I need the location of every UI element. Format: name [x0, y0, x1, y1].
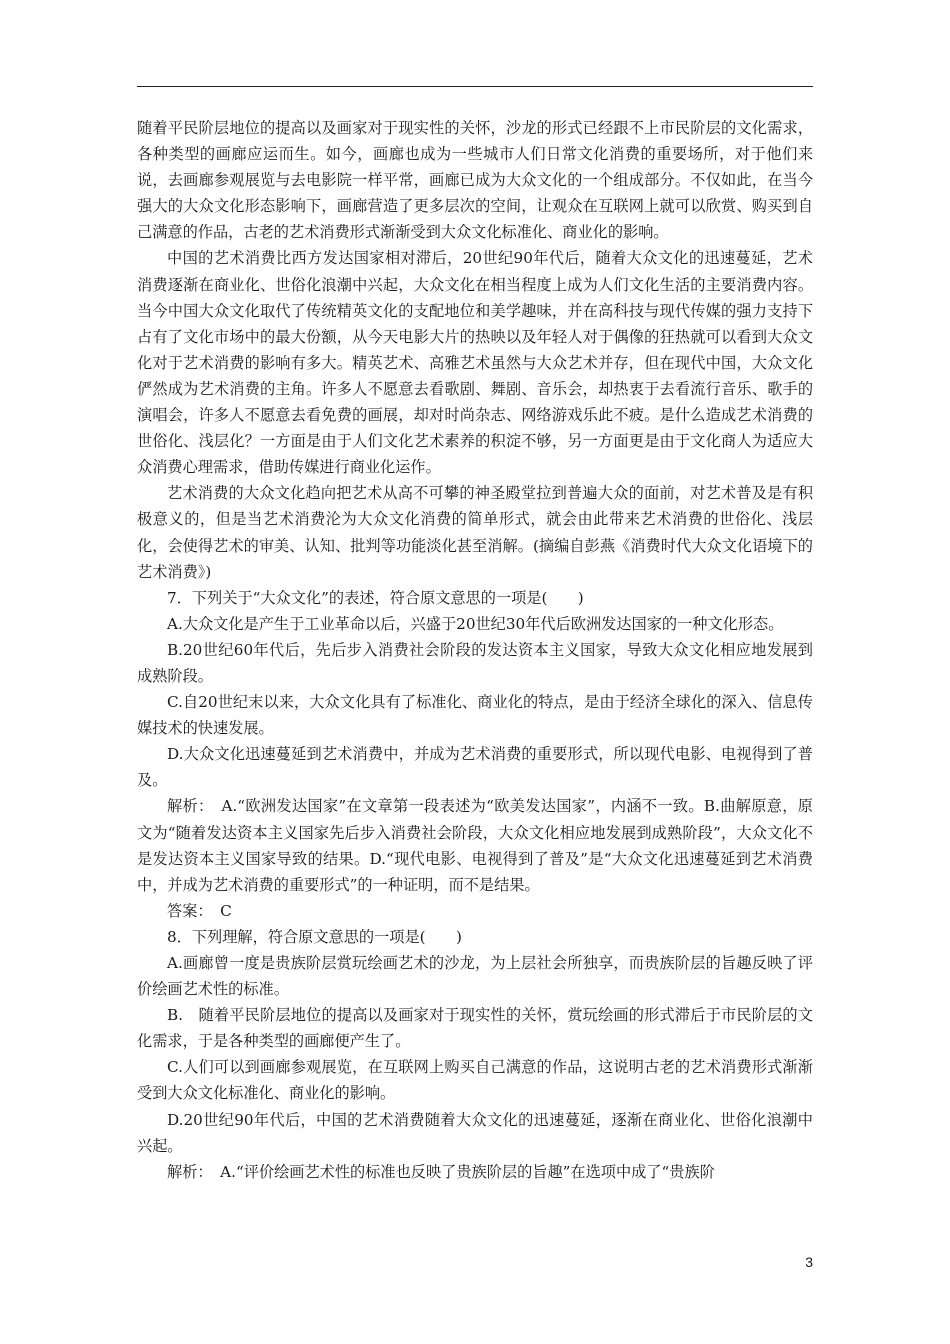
- question-7-option-c: C.自20世纪末以来，大众文化具有了标准化、商业化的特点，是由于经济全球化的深入、信息传媒技术的快速发展。: [137, 693, 813, 738]
- question-7-analysis: 解析： A.“欧洲发达国家”在文章第一段表述为“欧美发达国家”，内涵不一致。B.曲解原意，原文为“随着发达资本主义国家先后步入消费社会阶段，大众文化相应地发展到成熟阶段”，大众文化不是发达资本主义国家导致的结果。D.“现代电影、电视得到了普及”是“大众文化迅速蔓延到艺术消费中，并成为艺术消费的重要形式”的一种证明，而不是结果。: [137, 797, 813, 894]
- passage-paragraph-1: 随着平民阶层地位的提高以及画家对于现实性的关怀，沙龙的形式已经跟不上市民阶层的文化需求，各种类型的画廊应运而生。如今，画廊也成为一些城市人们日常文化消费的重要场所，对于他们来说，去画廊参观展览与去电影院一样平常，画廊已成为大众文化的一个组成部分。不仅如此，在当今强大的大众文化形态影响下，画廊营造了更多层次的空间，让观众在互联网上就可以欣赏、购买到自己满意的作品，古老的艺术消费形式渐渐受到大众文化标准化、商业化的影响。: [137, 119, 813, 242]
- question-7-option-a: A.大众文化是产生于工业革命以后，兴盛于20世纪30年代后欧洲发达国家的一种文化形态。: [167, 614, 784, 633]
- question-8-option-b: B. 随着平民阶层地位的提高以及画家对于现实性的关怀，赏玩绘画的形式滞后于市民阶层的文化需求，于是各种类型的画廊便产生了。: [137, 1006, 813, 1051]
- document-body: [137, 115, 813, 1185]
- header-rule: [137, 86, 813, 87]
- question-8-stem: 8．下列理解，符合原文意思的一项是( ): [167, 927, 462, 946]
- passage-paragraph-2: 中国的艺术消费比西方发达国家相对滞后，20世纪90年代后，随着大众文化的迅速蔓延，艺术消费逐渐在商业化、世俗化浪潮中兴起，大众文化在相当程度上成为人们文化生活的主要消费内容。当今中国大众文化取代了传统精英文化的支配地位和美学趣味，并在高科技与现代传媒的强力支持下占有了文化市场中的最大份额，从今天电影大片的热映以及年轻人对于偶像的狂热就可以看到大众文化对于艺术消费的影响有多大。精英艺术、高雅艺术虽然与大众艺术并存，但在现代中国，大众文化俨然成为艺术消费的主角。许多人不愿意去看歌剧、舞剧、音乐会，却热衷于去看流行音乐、歌手的演唱会，许多人不愿意去看免费的画展，却对时尚杂志、网络游戏乐此不疲。是什么造成艺术消费的世俗化、浅层化？一方面是由于人们文化艺术素养的积淀不够，另一方面更是由于文化商人为适应大众消费心理需求，借助传媒进行商业化运作。: [137, 249, 813, 477]
- question-8-option-c: C.人们可以到画廊参观展览，在互联网上购买自己满意的作品，这说明古老的艺术消费形式渐渐受到大众文化标准化、商业化的影响。: [137, 1058, 813, 1103]
- passage-paragraph-3: 艺术消费的大众文化趋向把艺术从高不可攀的神圣殿堂拉到普遍大众的面前，对艺术普及是有积极意义的，但是当艺术消费沦为大众文化消费的简单形式，就会由此带来艺术消费的世俗化、浅层化，会使得艺术的审美、认知、批判等功能淡化甚至消解。(摘编自彭燕《消费时代大众文化语境下的艺术消费》): [137, 484, 813, 581]
- question-8-option-d: D.20世纪90年代后，中国的艺术消费随着大众文化的迅速蔓延，逐渐在商业化、世俗化浪潮中兴起。: [137, 1110, 813, 1155]
- question-7-option-d: D.大众文化迅速蔓延到艺术消费中，并成为艺术消费的重要形式，所以现代电影、电视得到了普及。: [137, 745, 813, 790]
- question-7-stem: 7．下列关于“大众文化”的表述，符合原文意思的一项是( ): [167, 588, 584, 607]
- question-7-option-b: B.20世纪60年代后，先后步入消费社会阶段的发达资本主义国家，导致大众文化相应地发展到成熟阶段。: [137, 640, 813, 685]
- page-number: 3: [805, 1254, 813, 1270]
- question-7-answer: 答案： C: [167, 901, 232, 920]
- question-8-option-a: A.画廊曾一度是贵族阶层赏玩绘画艺术的沙龙，为上层社会所独享，而贵族阶层的旨趣反映了评价绘画艺术性的标准。: [137, 954, 813, 999]
- question-8-analysis: 解析： A.“评价绘画艺术性的标准也反映了贵族阶层的旨趣”在选项中成了“贵族阶: [167, 1162, 715, 1181]
